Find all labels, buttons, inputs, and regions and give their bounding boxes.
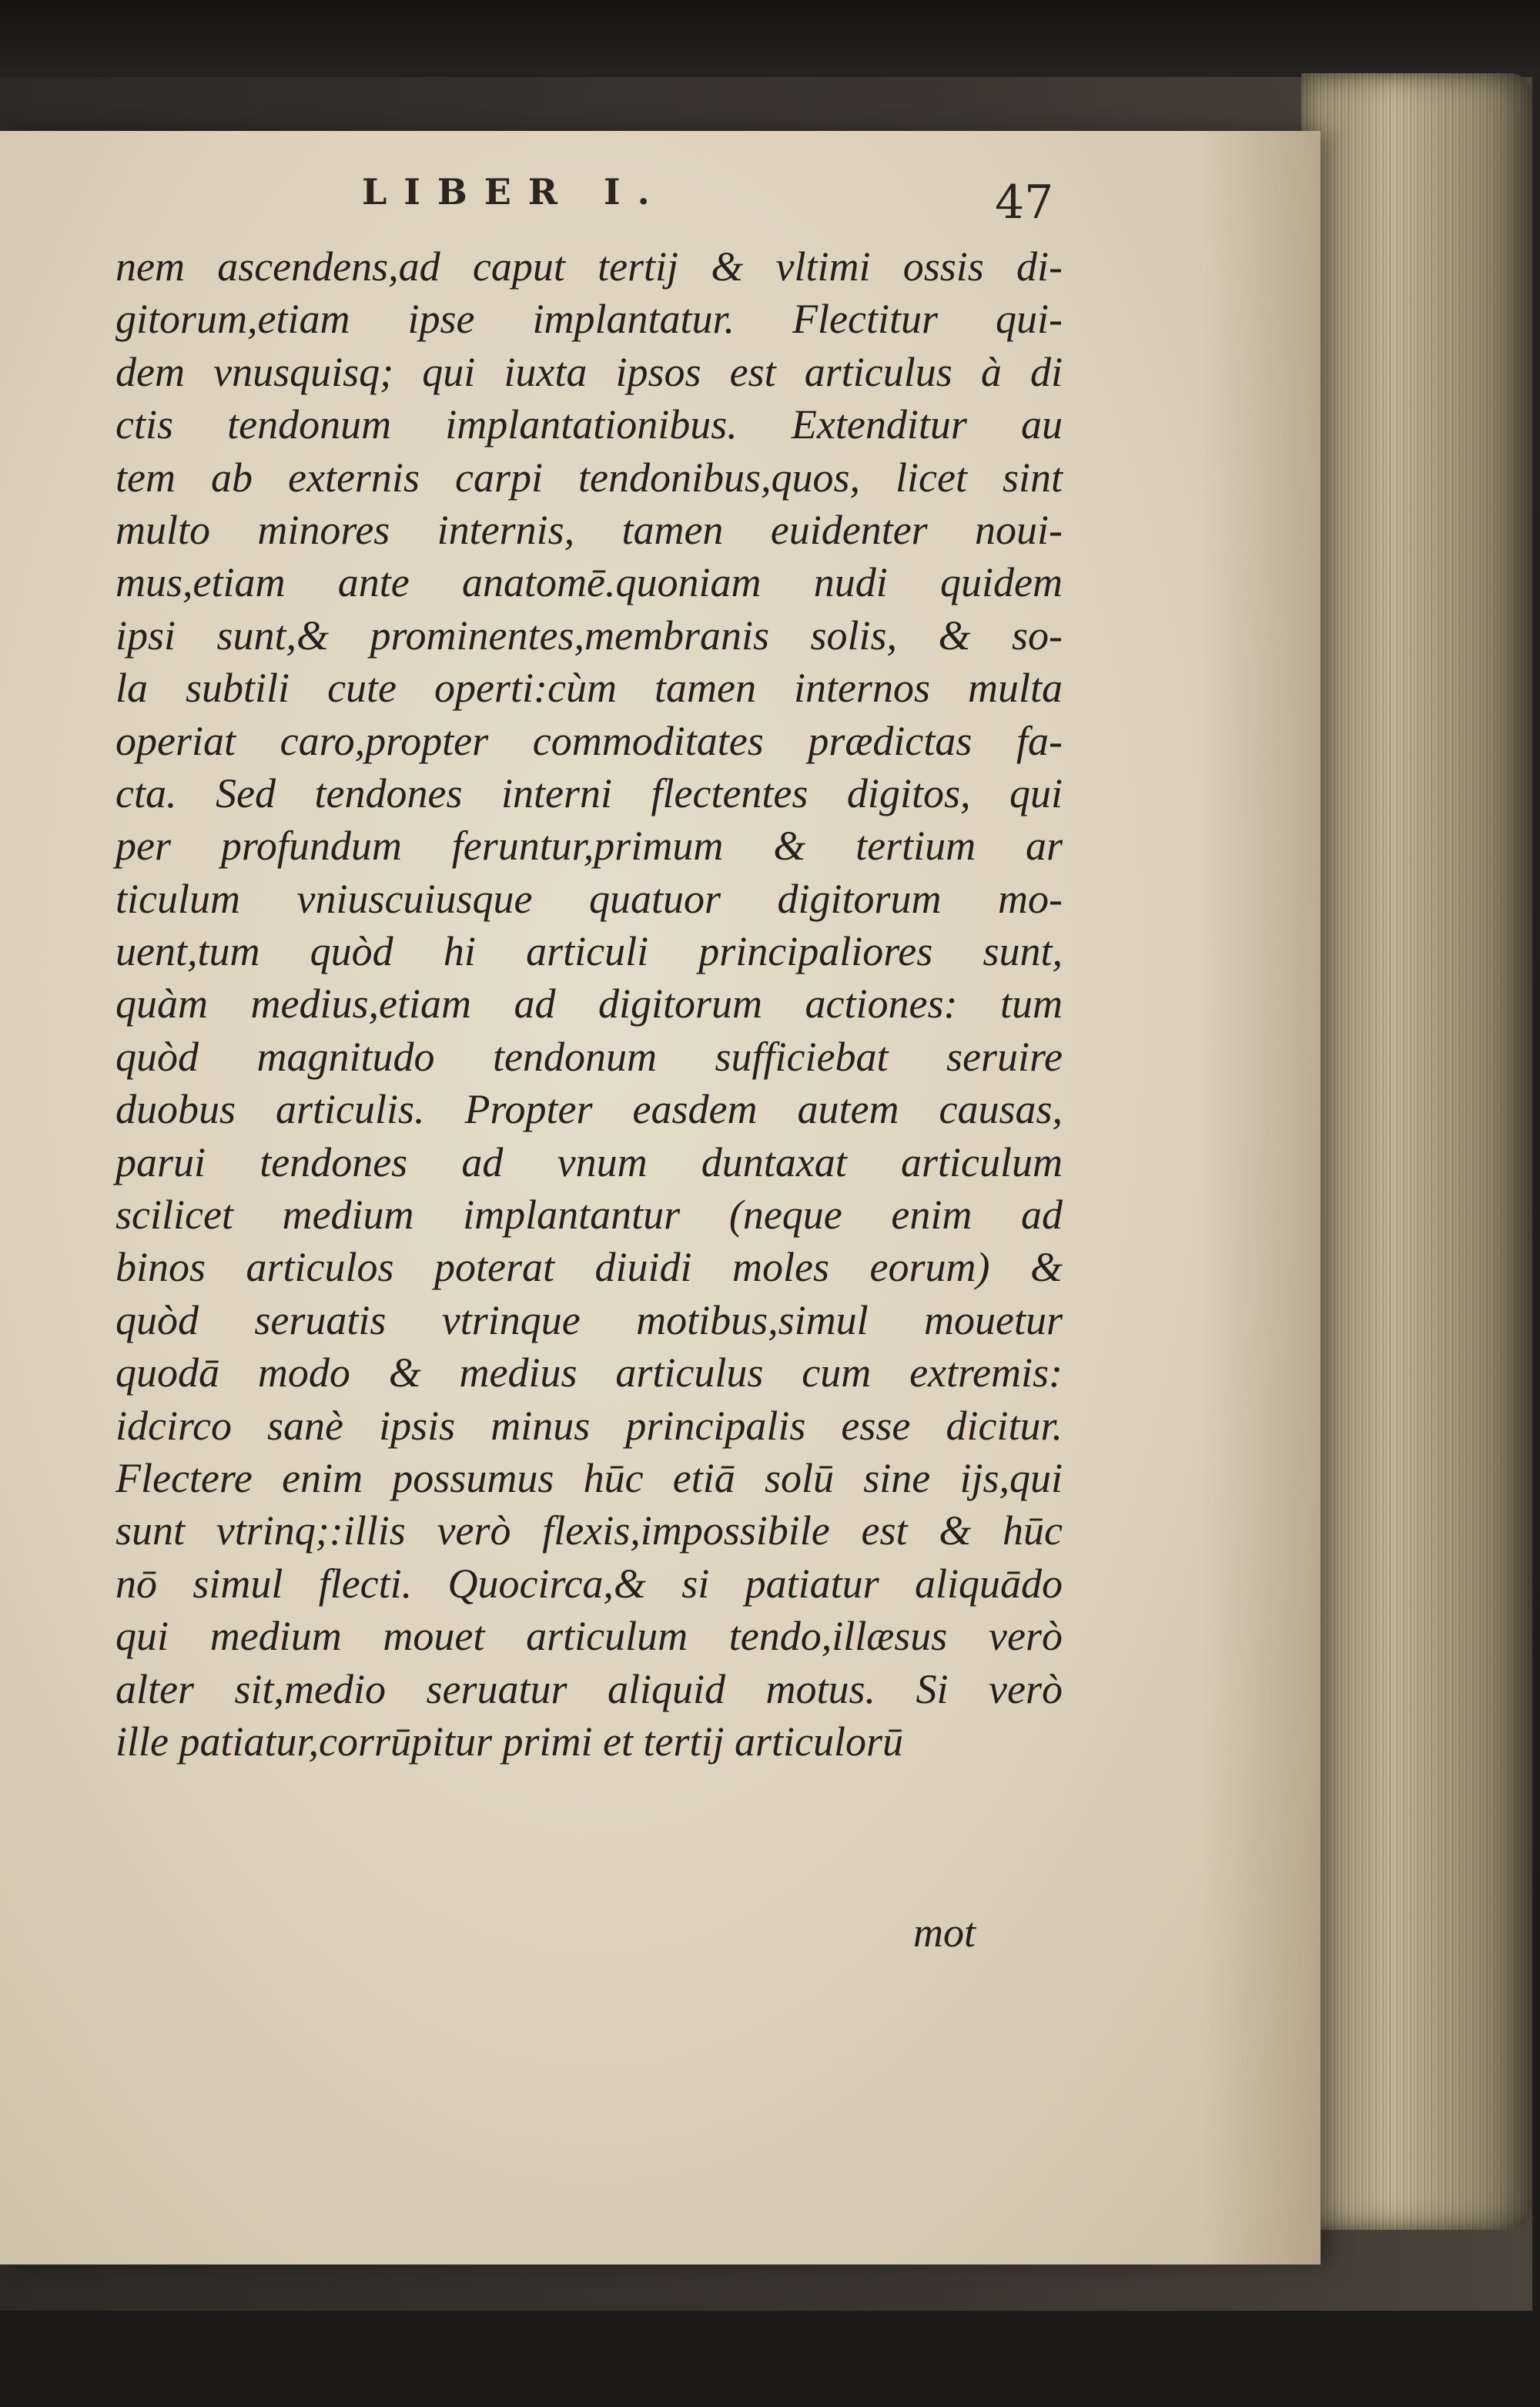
page-edges-shade xyxy=(1301,73,1532,2230)
page-number: 47 xyxy=(995,176,1054,230)
text-line: quòd magnitudo tendonum sufficiebat seruire xyxy=(116,1033,1063,1080)
text-line: sunt vtrinq;:illis verò flexis,impossibile est & hūc xyxy=(116,1507,1063,1554)
text-line: alter sit,medio seruatur aliquid motus. Si verò xyxy=(116,1665,1063,1712)
page-gutter-shade xyxy=(1201,131,1321,2265)
text-line: tem ab externis carpi tendonibus,quos, licet sint xyxy=(116,454,1063,501)
text-line: scilicet medium implantantur (neque enim ad xyxy=(116,1192,1063,1239)
text-line: dem vnusquisq; qui iuxta ipsos est articulus à di xyxy=(116,348,1063,395)
text-line: multo minores internis, tamen euidenter noui- xyxy=(116,506,1063,553)
text-line: qui medium mouet articulum tendo,illæsus verò xyxy=(116,1613,1063,1660)
catchword: mot xyxy=(913,1909,976,1956)
text-line: duobus articulis. Propter easdem autem causas, xyxy=(116,1086,1063,1133)
text-line: nō simul flecti. Quocirca,& si patiatur aliquādo xyxy=(116,1560,1063,1607)
text-line: ipsi sunt,& prominentes,membranis solis, & so- xyxy=(116,612,1063,659)
text-line: parui tendones ad vnum duntaxat articulum xyxy=(116,1138,1063,1185)
text-line: binos articulos poterat diuidi moles eorum) & xyxy=(116,1244,1063,1291)
body-text xyxy=(116,240,1063,1768)
text-line: quodā modo & medius articulus cum extremis: xyxy=(116,1349,1063,1396)
text-line: ille patiatur,corrūpitur primi et tertij articulorū xyxy=(116,1718,904,1765)
text-line: uent,tum quòd hi articuli principaliores sunt, xyxy=(116,928,1063,975)
text-line: mus,etiam ante anatomē.quoniam nudi quidem xyxy=(116,559,1063,606)
text-line: ctis tendonum implantationibus. Extenditur au xyxy=(116,401,1063,448)
text-line: la subtili cute operti:cùm tamen internos multa xyxy=(116,665,1063,712)
text-line: nem ascendens,ad caput tertij & vltimi ossis di- xyxy=(116,243,1063,290)
text-line: operiat caro,propter commoditates prædictas fa- xyxy=(116,717,1063,764)
text-line: ticulum vniuscuiusque quatuor digitorum mo- xyxy=(116,875,1063,922)
text-line: cta. Sed tendones interni flectentes digitos, qui xyxy=(116,769,1063,816)
text-line: quòd seruatis vtrinque motibus,simul mouetur xyxy=(116,1296,1063,1343)
text-line: quàm medius,etiam ad digitorum actiones: tum xyxy=(116,981,1063,1028)
text-line: idcirco sanè ipsis minus principalis esse dicitur. xyxy=(116,1402,1063,1449)
text-line: Flectere enim possumus hūc etiā solū sine ijs,qui xyxy=(116,1454,1063,1501)
running-head: LIBER I. xyxy=(362,171,667,213)
text-line: gitorum,etiam ipse implantatur. Flectitur qui- xyxy=(116,296,1063,343)
text-line: per profundum feruntur,primum & tertium ar xyxy=(116,823,1063,870)
